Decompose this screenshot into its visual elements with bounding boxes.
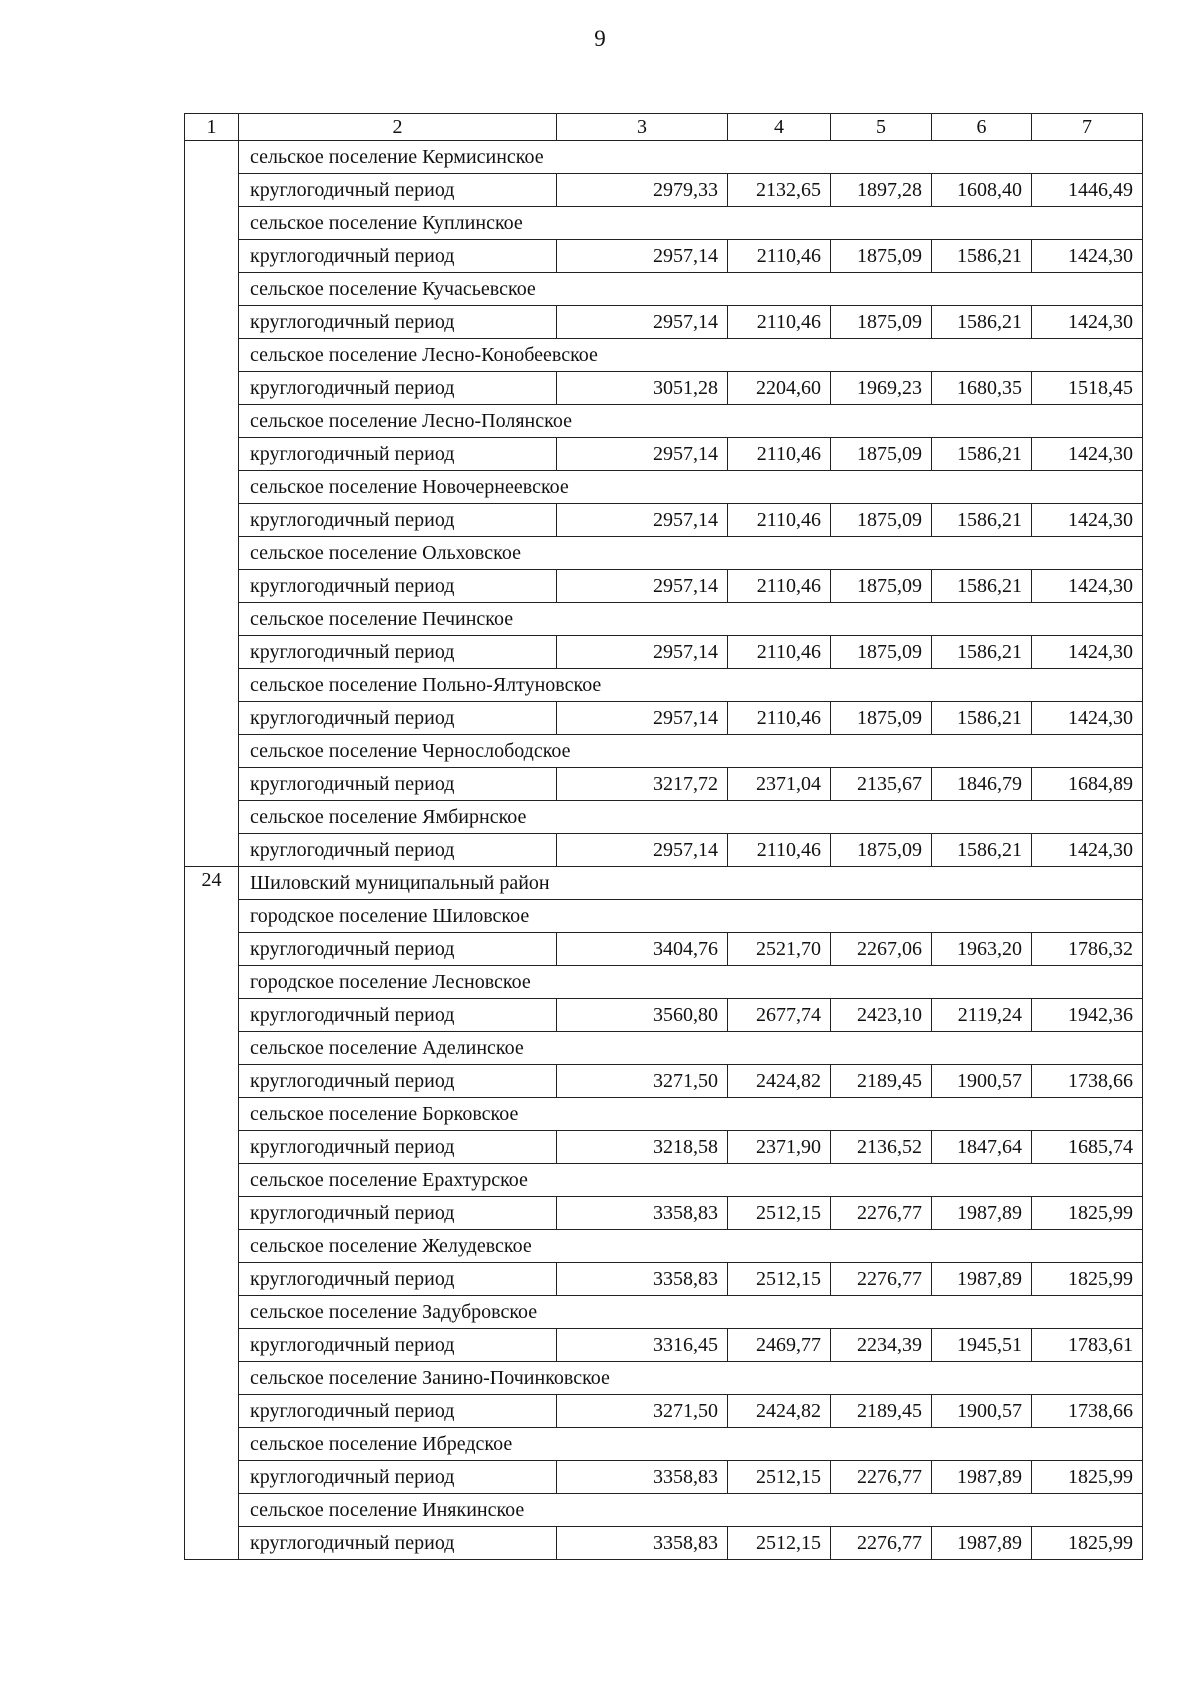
settlement-row — [185, 1164, 1143, 1197]
value-cell-col6: 1586,21 — [932, 702, 1032, 735]
value-cell-col4: 2469,77 — [728, 1329, 831, 1362]
value-cell-col4: 2110,46 — [728, 306, 831, 339]
column-header-4: 4 — [728, 114, 831, 141]
value-cell-col5: 2276,77 — [831, 1461, 932, 1494]
value-cell-col7: 1684,89 — [1032, 768, 1143, 801]
settlement-row — [185, 1032, 1143, 1065]
value-cell-col3: 3271,50 — [557, 1065, 728, 1098]
value-cell-col7: 1424,30 — [1032, 438, 1143, 471]
value-cell-col4: 2677,74 — [728, 999, 831, 1032]
period-row — [185, 1461, 1143, 1494]
column-header-5: 5 — [831, 114, 932, 141]
period-label: круглогодичный период — [239, 768, 557, 801]
value-cell-col5: 2189,45 — [831, 1065, 932, 1098]
value-cell-col6: 1846,79 — [932, 768, 1032, 801]
column-header-3: 3 — [557, 114, 728, 141]
settlement-name: сельское поселение Печинское — [239, 603, 1143, 636]
column-header-6: 6 — [932, 114, 1032, 141]
value-cell-col4: 2371,04 — [728, 768, 831, 801]
value-cell-col5: 2136,52 — [831, 1131, 932, 1164]
settlement-name: сельское поселение Чернослободское — [239, 735, 1143, 768]
period-label: круглогодичный период — [239, 636, 557, 669]
value-cell-col4: 2110,46 — [728, 636, 831, 669]
value-cell-col7: 1518,45 — [1032, 372, 1143, 405]
settlement-name: сельское поселение Новочернеевское — [239, 471, 1143, 504]
settlement-name: сельское поселение Ерахтурское — [239, 1164, 1143, 1197]
value-cell-col7: 1942,36 — [1032, 999, 1143, 1032]
settlement-row — [185, 1362, 1143, 1395]
settlement-row — [185, 141, 1143, 174]
value-cell-col6: 1586,21 — [932, 504, 1032, 537]
value-cell-col4: 2512,15 — [728, 1263, 831, 1296]
period-label: круглогодичный период — [239, 570, 557, 603]
value-cell-col5: 1875,09 — [831, 240, 932, 273]
value-cell-col7: 1738,66 — [1032, 1065, 1143, 1098]
value-cell-col3: 3051,28 — [557, 372, 728, 405]
value-cell-col4: 2512,15 — [728, 1527, 831, 1560]
value-cell-col7: 1738,66 — [1032, 1395, 1143, 1428]
period-row — [185, 1329, 1143, 1362]
period-row — [185, 174, 1143, 207]
value-cell-col3: 3316,45 — [557, 1329, 728, 1362]
value-cell-col6: 1586,21 — [932, 570, 1032, 603]
value-cell-col4: 2204,60 — [728, 372, 831, 405]
settlement-row — [185, 339, 1143, 372]
settlement-name: городское поселение Шиловское — [239, 900, 1143, 933]
settlement-name: сельское поселение Задубровское — [239, 1296, 1143, 1329]
value-cell-col6: 1963,20 — [932, 933, 1032, 966]
value-cell-col7: 1786,32 — [1032, 933, 1143, 966]
settlement-row — [185, 1494, 1143, 1527]
period-label: круглогодичный период — [239, 1461, 557, 1494]
period-label: круглогодичный период — [239, 1197, 557, 1230]
period-row — [185, 372, 1143, 405]
value-cell-col7: 1424,30 — [1032, 834, 1143, 867]
tariff-table — [184, 113, 1143, 1560]
settlement-row — [185, 1230, 1143, 1263]
settlement-name: сельское поселение Ямбирнское — [239, 801, 1143, 834]
value-cell-col7: 1825,99 — [1032, 1197, 1143, 1230]
value-cell-col7: 1825,99 — [1032, 1461, 1143, 1494]
period-row — [185, 306, 1143, 339]
value-cell-col3: 3358,83 — [557, 1461, 728, 1494]
settlement-row — [185, 669, 1143, 702]
group-number — [185, 141, 239, 867]
settlement-name: сельское поселение Польно-Ялтуновское — [239, 669, 1143, 702]
period-row — [185, 570, 1143, 603]
period-row — [185, 933, 1143, 966]
settlement-row — [185, 1098, 1143, 1131]
value-cell-col4: 2110,46 — [728, 570, 831, 603]
settlement-name: сельское поселение Куплинское — [239, 207, 1143, 240]
value-cell-col4: 2512,15 — [728, 1197, 831, 1230]
period-row — [185, 1395, 1143, 1428]
settlement-row — [185, 603, 1143, 636]
value-cell-col3: 2957,14 — [557, 438, 728, 471]
value-cell-col6: 1987,89 — [932, 1197, 1032, 1230]
value-cell-col4: 2371,90 — [728, 1131, 831, 1164]
period-label: круглогодичный период — [239, 438, 557, 471]
value-cell-col6: 1586,21 — [932, 636, 1032, 669]
period-label: круглогодичный период — [239, 1329, 557, 1362]
district-row — [185, 867, 1143, 900]
value-cell-col5: 2423,10 — [831, 999, 932, 1032]
period-label: круглогодичный период — [239, 1131, 557, 1164]
value-cell-col7: 1424,30 — [1032, 636, 1143, 669]
value-cell-col6: 2119,24 — [932, 999, 1032, 1032]
value-cell-col6: 1987,89 — [932, 1461, 1032, 1494]
period-label: круглогодичный период — [239, 999, 557, 1032]
period-label: круглогодичный период — [239, 174, 557, 207]
value-cell-col6: 1680,35 — [932, 372, 1032, 405]
period-label: круглогодичный период — [239, 1065, 557, 1098]
value-cell-col4: 2424,82 — [728, 1065, 831, 1098]
period-row — [185, 834, 1143, 867]
value-cell-col5: 2234,39 — [831, 1329, 932, 1362]
value-cell-col5: 2189,45 — [831, 1395, 932, 1428]
column-header-7: 7 — [1032, 114, 1143, 141]
value-cell-col7: 1424,30 — [1032, 504, 1143, 537]
value-cell-col5: 1875,09 — [831, 504, 932, 537]
period-row — [185, 702, 1143, 735]
value-cell-col6: 1945,51 — [932, 1329, 1032, 1362]
value-cell-col5: 2276,77 — [831, 1197, 932, 1230]
value-cell-col7: 1446,49 — [1032, 174, 1143, 207]
value-cell-col5: 1875,09 — [831, 570, 932, 603]
value-cell-col6: 1987,89 — [932, 1527, 1032, 1560]
value-cell-col4: 2110,46 — [728, 834, 831, 867]
settlement-row — [185, 273, 1143, 306]
value-cell-col3: 3358,83 — [557, 1263, 728, 1296]
column-header-2: 2 — [239, 114, 557, 141]
period-label: круглогодичный период — [239, 933, 557, 966]
period-row — [185, 504, 1143, 537]
period-label: круглогодичный период — [239, 834, 557, 867]
value-cell-col6: 1608,40 — [932, 174, 1032, 207]
value-cell-col3: 2979,33 — [557, 174, 728, 207]
settlement-name: сельское поселение Аделинское — [239, 1032, 1143, 1065]
settlement-name: городское поселение Лесновское — [239, 966, 1143, 999]
settlement-name: сельское поселение Желудевское — [239, 1230, 1143, 1263]
period-row — [185, 240, 1143, 273]
group-number: 24 — [185, 867, 239, 1560]
value-cell-col6: 1586,21 — [932, 240, 1032, 273]
period-label: круглогодичный период — [239, 1263, 557, 1296]
value-cell-col5: 1875,09 — [831, 834, 932, 867]
period-label: круглогодичный период — [239, 1395, 557, 1428]
settlement-row — [185, 405, 1143, 438]
value-cell-col3: 2957,14 — [557, 834, 728, 867]
value-cell-col6: 1900,57 — [932, 1065, 1032, 1098]
settlement-row — [185, 966, 1143, 999]
period-row — [185, 1263, 1143, 1296]
value-cell-col5: 1875,09 — [831, 438, 932, 471]
value-cell-col3: 3404,76 — [557, 933, 728, 966]
value-cell-col5: 1875,09 — [831, 636, 932, 669]
value-cell-col7: 1424,30 — [1032, 570, 1143, 603]
period-row — [185, 999, 1143, 1032]
value-cell-col5: 2267,06 — [831, 933, 932, 966]
value-cell-col4: 2521,70 — [728, 933, 831, 966]
value-cell-col4: 2512,15 — [728, 1461, 831, 1494]
settlement-name: сельское поселение Борковское — [239, 1098, 1143, 1131]
value-cell-col6: 1586,21 — [932, 834, 1032, 867]
value-cell-col7: 1685,74 — [1032, 1131, 1143, 1164]
header-row — [185, 114, 1143, 141]
value-cell-col5: 1875,09 — [831, 702, 932, 735]
value-cell-col3: 2957,14 — [557, 240, 728, 273]
value-cell-col4: 2110,46 — [728, 438, 831, 471]
value-cell-col4: 2110,46 — [728, 240, 831, 273]
value-cell-col3: 2957,14 — [557, 306, 728, 339]
value-cell-col5: 2276,77 — [831, 1263, 932, 1296]
value-cell-col3: 3358,83 — [557, 1197, 728, 1230]
period-row — [185, 636, 1143, 669]
value-cell-col6: 1586,21 — [932, 438, 1032, 471]
period-row — [185, 768, 1143, 801]
column-header-1: 1 — [185, 114, 239, 141]
period-label: круглогодичный период — [239, 1527, 557, 1560]
value-cell-col5: 1969,23 — [831, 372, 932, 405]
settlement-name: сельское поселение Кермисинское — [239, 141, 1143, 174]
settlement-row — [185, 207, 1143, 240]
value-cell-col7: 1424,30 — [1032, 306, 1143, 339]
value-cell-col6: 1847,64 — [932, 1131, 1032, 1164]
period-row — [185, 1065, 1143, 1098]
settlement-row — [185, 1296, 1143, 1329]
district-name: Шиловский муниципальный район — [239, 867, 1143, 900]
period-label: круглогодичный период — [239, 306, 557, 339]
value-cell-col3: 2957,14 — [557, 636, 728, 669]
value-cell-col3: 3217,72 — [557, 768, 728, 801]
value-cell-col3: 2957,14 — [557, 702, 728, 735]
value-cell-col3: 2957,14 — [557, 504, 728, 537]
period-row — [185, 1131, 1143, 1164]
value-cell-col5: 1897,28 — [831, 174, 932, 207]
value-cell-col7: 1783,61 — [1032, 1329, 1143, 1362]
value-cell-col3: 3560,80 — [557, 999, 728, 1032]
settlement-name: сельское поселение Занино-Починковское — [239, 1362, 1143, 1395]
period-label: круглогодичный период — [239, 372, 557, 405]
value-cell-col4: 2424,82 — [728, 1395, 831, 1428]
value-cell-col5: 2135,67 — [831, 768, 932, 801]
period-label: круглогодичный период — [239, 702, 557, 735]
settlement-row — [185, 537, 1143, 570]
value-cell-col7: 1825,99 — [1032, 1263, 1143, 1296]
value-cell-col7: 1825,99 — [1032, 1527, 1143, 1560]
settlement-name: сельское поселение Лесно-Конобеевское — [239, 339, 1143, 372]
value-cell-col4: 2110,46 — [728, 504, 831, 537]
period-row — [185, 1527, 1143, 1560]
value-cell-col6: 1900,57 — [932, 1395, 1032, 1428]
settlement-name: сельское поселение Лесно-Полянское — [239, 405, 1143, 438]
value-cell-col7: 1424,30 — [1032, 240, 1143, 273]
value-cell-col5: 2276,77 — [831, 1527, 932, 1560]
settlement-name: сельское поселение Инякинское — [239, 1494, 1143, 1527]
value-cell-col7: 1424,30 — [1032, 702, 1143, 735]
period-row — [185, 1197, 1143, 1230]
period-label: круглогодичный период — [239, 240, 557, 273]
period-label: круглогодичный период — [239, 504, 557, 537]
value-cell-col3: 3271,50 — [557, 1395, 728, 1428]
value-cell-col6: 1987,89 — [932, 1263, 1032, 1296]
page-number: 9 — [594, 26, 606, 51]
settlement-row — [185, 900, 1143, 933]
settlement-name: сельское поселение Ибредское — [239, 1428, 1143, 1461]
value-cell-col4: 2110,46 — [728, 702, 831, 735]
settlement-name: сельское поселение Кучасьевское — [239, 273, 1143, 306]
value-cell-col3: 3358,83 — [557, 1527, 728, 1560]
value-cell-col5: 1875,09 — [831, 306, 932, 339]
settlement-name: сельское поселение Ольховское — [239, 537, 1143, 570]
value-cell-col6: 1586,21 — [932, 306, 1032, 339]
value-cell-col4: 2132,65 — [728, 174, 831, 207]
value-cell-col3: 2957,14 — [557, 570, 728, 603]
settlement-row — [185, 735, 1143, 768]
value-cell-col3: 3218,58 — [557, 1131, 728, 1164]
settlement-row — [185, 471, 1143, 504]
period-row — [185, 438, 1143, 471]
settlement-row — [185, 801, 1143, 834]
settlement-row — [185, 1428, 1143, 1461]
